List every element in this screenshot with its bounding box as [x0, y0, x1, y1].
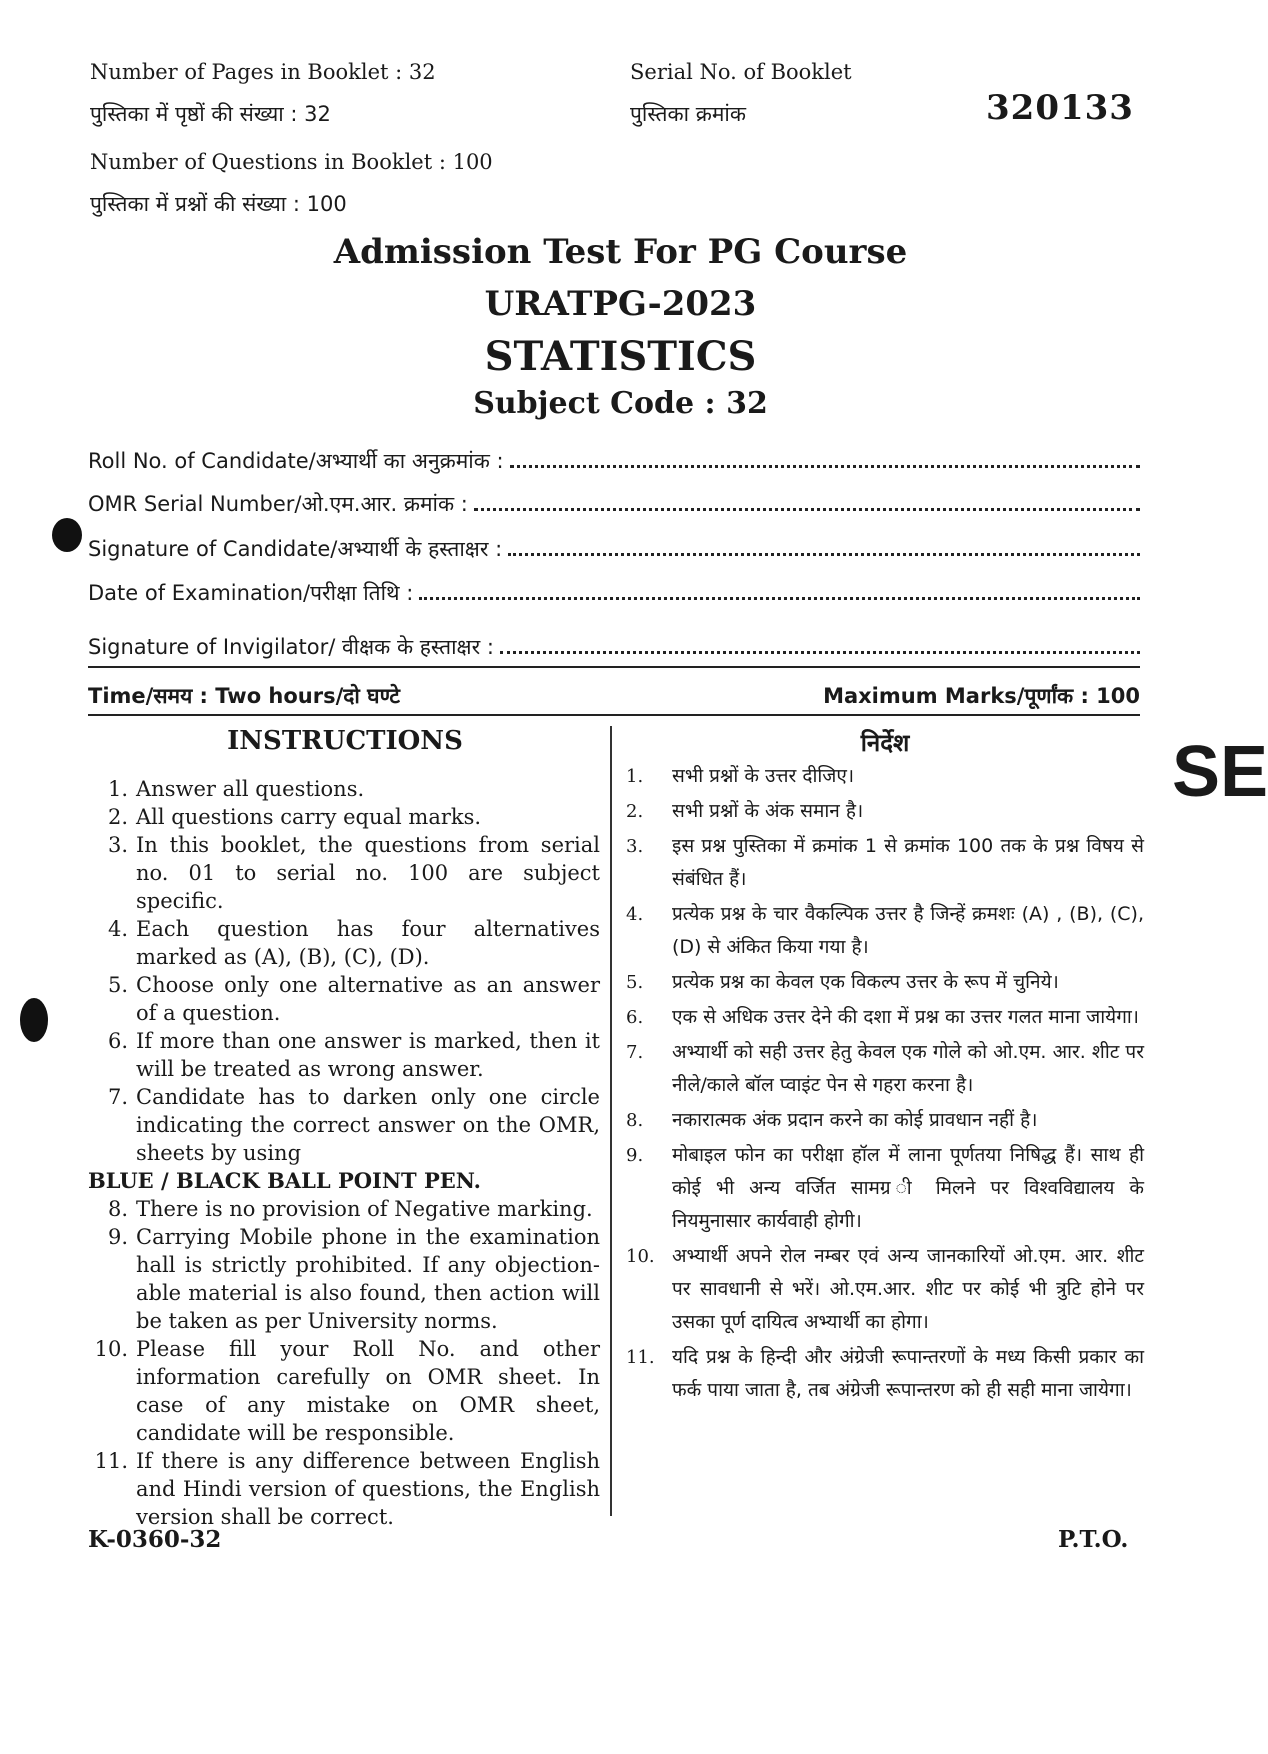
instruction-item: 11. If there is any difference between English and Hindi version of questions, the English version shall be correct. [94, 1449, 600, 1529]
questions-count-hi: पुस्तिका में प्रश्नों की संख्या : 100 [90, 192, 347, 216]
instruction-item: 7. Candidate has to darken only one circle indicating the correct answer on the OMR, sheets by using [107, 1085, 600, 1165]
instruction-item: 11. यदि प्रश्न के हिन्दी और अंग्रेजी रूपान्तरणों के मध्य किसी प्रकार का फर्क पाया जाता है, तब अंग्रेजी रूपान्तरण को ही सही माना जायेगा। [626, 1346, 1144, 1401]
field-exam-date[interactable] [88, 579, 1140, 607]
exam-title: Admission Test For PG Course [333, 232, 908, 272]
instruction-item: 1. Answer all questions. [107, 777, 365, 801]
please-turn-over: P.T.O. [1058, 1526, 1129, 1553]
fill-line[interactable] [500, 637, 1140, 654]
instruction-item: 9. मोबाइल फोन का परीक्षा हॉल में लाना पूर्णतया निषिद्ध हैं। साथ ही कोई भी अन्य वर्जित सामग्र ी मिलने पर विश्वविद्यालय के नियमुनासार कार्यवाही होगी। [626, 1144, 1144, 1232]
instruction-item: 10. Please fill your Roll No. and other information carefully on OMR sheet. In case of any mistake on OMR sheet, candidate will be responsible. [94, 1337, 600, 1445]
pen-instruction: BLUE / BLACK BALL POINT PEN. [88, 1168, 481, 1193]
registration-mark [52, 518, 82, 552]
field-candidate-signature[interactable] [88, 535, 1140, 563]
fill-line[interactable] [419, 583, 1140, 600]
maximum-marks: Maximum Marks/पूर्णांक : 100 [823, 684, 1140, 708]
exam-code-title: URATPG-2023 [484, 284, 757, 324]
edge-cut-text: SE [1172, 732, 1268, 812]
field-label: OMR Serial Number/ओ.एम.आर. क्रमांक : [88, 492, 468, 516]
instructions-heading-en: INSTRUCTIONS [227, 726, 463, 756]
instruction-item: 2. All questions carry equal marks. [107, 805, 482, 829]
serial-label-hi: पुस्तिका क्रमांक [630, 102, 747, 126]
instruction-item: 3. In this booklet, the questions from serial no. 01 to serial no. 100 are subject specific. [107, 833, 600, 913]
instruction-item: 8. There is no provision of Negative marking. [107, 1197, 593, 1221]
serial-label-en: Serial No. of Booklet [630, 60, 852, 84]
fill-line[interactable] [508, 539, 1140, 556]
instruction-item: 4. प्रत्येक प्रश्न के चार वैकल्पिक उत्तर है जिन्हें क्रमशः (A) , (B), (C), (D) से अंकित किया गया है। [626, 903, 1144, 958]
instruction-item: 6. If more than one answer is marked, then it will be treated as wrong answer. [107, 1029, 600, 1081]
time-marks-bar [88, 682, 1140, 710]
field-roll-no[interactable] [88, 447, 1140, 475]
instruction-item: 5. Choose only one alternative as an answer of a question. [107, 973, 600, 1025]
time-allowed: Time/समय : Two hours/दो घण्टे [88, 684, 400, 708]
pages-count-hi: पुस्तिका में पृष्ठों की संख्या : 32 [90, 102, 331, 126]
instruction-item: 5. प्रत्येक प्रश्न का केवल एक विकल्प उत्तर के रूप में चुनिये। [626, 971, 1059, 993]
fill-line[interactable] [474, 494, 1140, 511]
instruction-item: 1. सभी प्रश्नों के उत्तर दीजिए। [626, 765, 855, 787]
subject-code: Subject Code : 32 [473, 386, 768, 421]
divider [88, 666, 1140, 668]
instruction-item: 7. अभ्यार्थी को सही उत्तर हेतु केवल एक गोले को ओ.एम. आर. शीट पर नीले/काले बॉल प्वाइंट पेन से गहरा करना है। [626, 1041, 1144, 1096]
instruction-item: 3. इस प्रश्न पुस्तिका में क्रमांक 1 से क्रमांक 100 तक के प्रश्न विषय से संबंधित हैं। [626, 835, 1144, 890]
instruction-item: 6. एक से अधिक उत्तर देने की दशा में प्रश्न का उत्तर गलत माना जायेगा। [626, 1006, 1140, 1028]
booklet-code: K-0360-32 [88, 1526, 222, 1553]
instruction-item: 10. अभ्यार्थी अपने रोल नम्बर एवं अन्य जानकारियों ओ.एम. आर. शीट पर सावधानी से भरें। ओ.एम.आर. शीट पर कोई भी त्रुटि होने पर उसका पूर्ण दायित्व अभ्यार्थी का होगा। [626, 1245, 1144, 1333]
instruction-item: 2. सभी प्रश्नों के अंक समान है। [626, 800, 864, 822]
column-divider [610, 726, 612, 1516]
field-invigilator-signature[interactable] [88, 633, 1140, 661]
field-omr-serial[interactable] [88, 490, 1140, 518]
registration-mark [20, 998, 48, 1042]
subject-title: STATISTICS [484, 333, 757, 380]
field-label: Signature of Invigilator/ वीक्षक के हस्ताक्षर : [88, 635, 494, 659]
fill-line[interactable] [510, 451, 1140, 468]
booklet-serial-number: 320133 [986, 88, 1134, 128]
divider [88, 714, 1140, 716]
instructions-list-hi [626, 760, 1144, 1409]
instruction-item: 4. Each question has four alternatives marked as (A), (B), (C), (D). [107, 917, 600, 969]
instructions-heading-hi: निर्देश [860, 729, 910, 757]
instruction-item: 8. नकारात्मक अंक प्रदान करने का कोई प्रावधान नहीं है। [626, 1109, 1038, 1131]
pages-count-en: Number of Pages in Booklet : 32 [90, 60, 436, 84]
instruction-item: 9. Carrying Mobile phone in the examination hall is strictly prohibited. If any objection-able material is also found, then action will be taken as per University norms. [107, 1225, 600, 1333]
questions-count-en: Number of Questions in Booklet : 100 [90, 150, 493, 174]
field-label: Signature of Candidate/अभ्यार्थी के हस्ताक्षर : [88, 537, 503, 561]
field-label: Date of Examination/परीक्षा तिथि : [88, 581, 414, 605]
instructions-list-en [88, 775, 600, 1531]
field-label: Roll No. of Candidate/अभ्यार्थी का अनुक्रमांक : [88, 449, 504, 473]
